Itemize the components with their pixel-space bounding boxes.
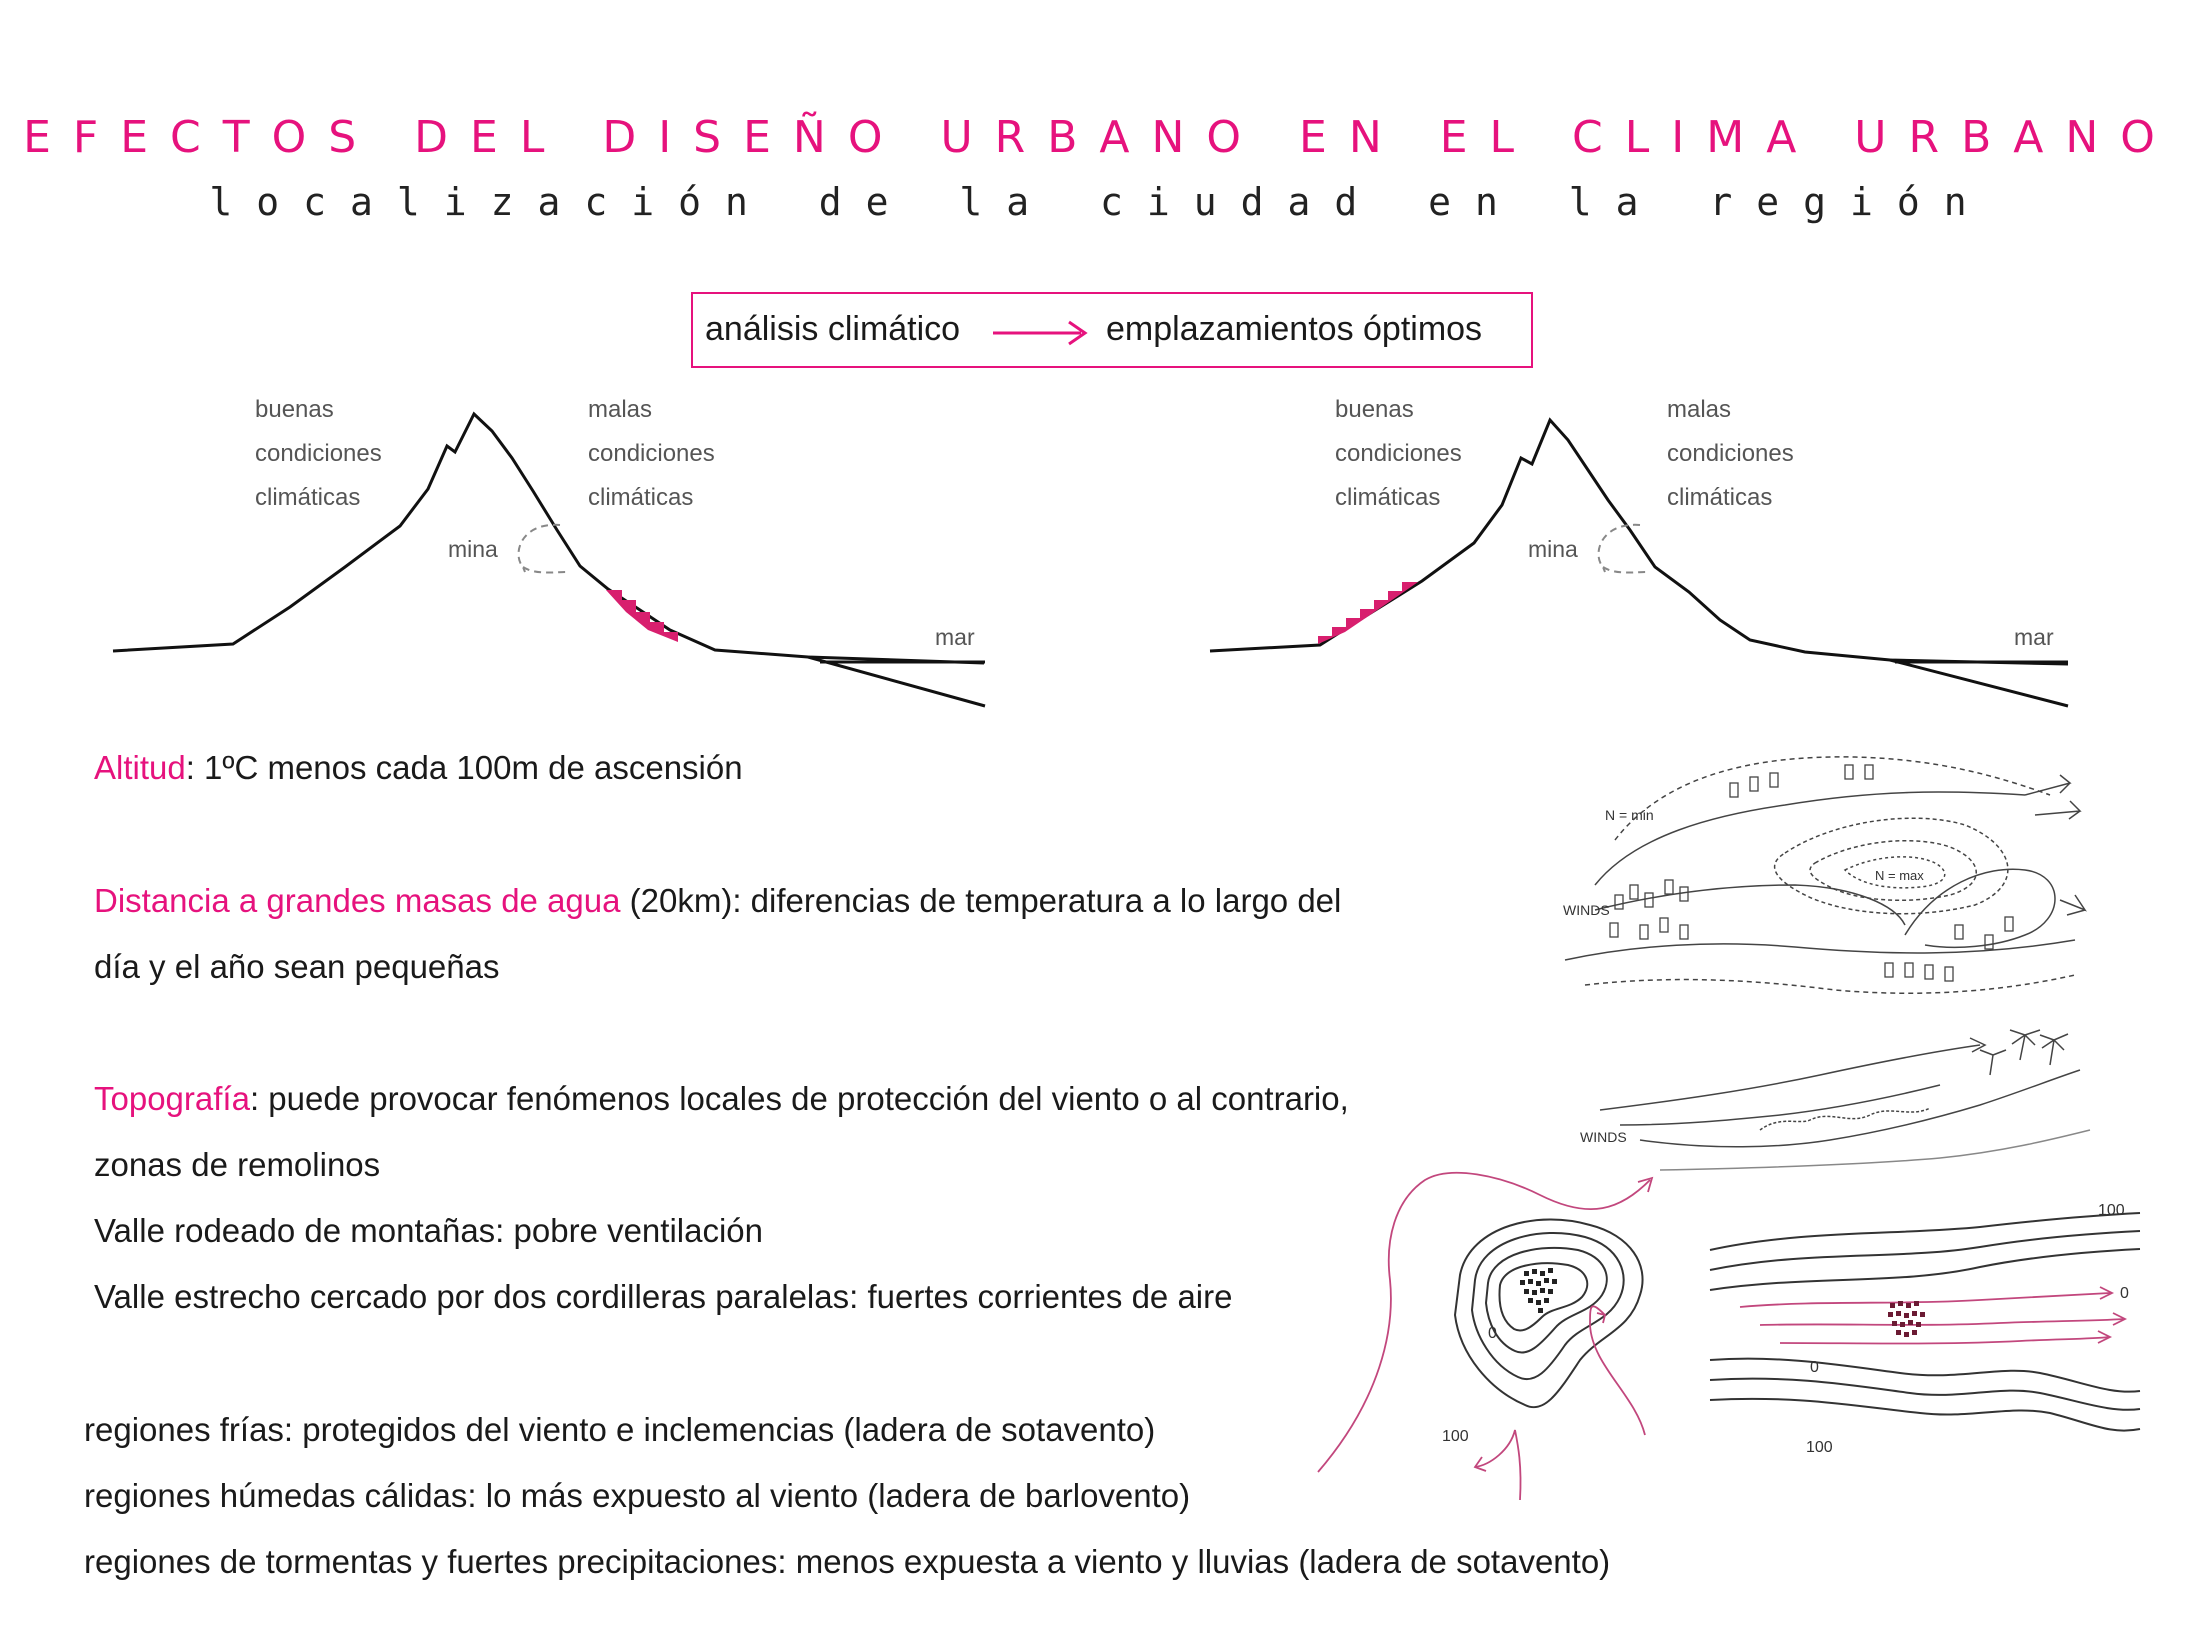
contour-left-0-label: 0 [1488,1325,1497,1342]
profile-left-sea-label: mar [935,624,975,650]
profile-right-mine-label: mina [1528,536,1578,562]
bad-line-1: malas [1667,396,1732,423]
region-storms: regiones de tormentas y fuertes precipitaciones: menos expuesta a viento y lluvias (ladera de sotavento) [84,1543,1611,1580]
good-line-2: condiciones [255,440,382,467]
water-key: Distancia a grandes masas de agua [94,882,621,919]
profile-right-sea-label: mar [2014,624,2054,650]
contour-right-100-bottom-label: 100 [1806,1439,1833,1456]
good-line-3: climáticas [255,484,361,511]
topography-line-2: zonas de remolinos [94,1146,381,1183]
contour-right-0-left-label: 0 [1810,1359,1819,1376]
page-subtitle: localización de la ciudad en la región [209,180,1991,224]
altitude-text: : 1ºC menos cada 100m de ascensión [185,749,743,786]
topography-line-3: Valle rodeado de montañas: pobre ventilación [94,1212,764,1249]
flow-box-left-label: análisis climático [705,310,961,348]
page-title: EFECTOS DEL DISEÑO URBANO EN EL CLIMA URBANO [23,112,2177,163]
bad-line-2: condiciones [588,440,715,467]
contour-left-100-label: 100 [1442,1428,1469,1445]
topography-line-4: Valle estrecho cercado por dos cordilleras paralelas: fuertes corrientes de aire [94,1278,1233,1315]
good-line-1: buenas [1335,396,1414,423]
narrow-valley-contour-map [1700,1195,2150,1455]
flow-box-right-label: emplazamientos óptimos [1106,310,1483,348]
winds-label-top: WINDS [1563,902,1610,918]
n-max-label: N = max [1875,868,1924,883]
n-min-label: N = min [1605,807,1654,823]
good-line-1: buenas [255,396,334,423]
region-cold: regiones frías: protegidos del viento e inclemencias (ladera de sotavento) [84,1411,1156,1448]
bad-line-3: climáticas [1667,484,1773,511]
topography-text: : puede provocar fenómenos locales de protección del viento o al contrario, [249,1080,1349,1117]
valley-contour-map [1430,1205,1690,1495]
bad-line-2: condiciones [1667,440,1794,467]
good-line-2: condiciones [1335,440,1462,467]
bad-line-1: malas [588,396,653,423]
good-line-3: climáticas [1335,484,1441,511]
water-text: (20km): diferencias de temperatura a lo largo del [620,882,1342,919]
water-line-2: día y el año sean pequeñas [94,948,500,985]
contour-right-0-right-label: 0 [2120,1285,2129,1302]
winds-label-mid: WINDS [1580,1129,1627,1145]
altitude-key: Altitud [94,749,186,786]
profile-left-mine-label: mina [448,536,498,562]
topography-key: Topografía [94,1080,250,1117]
region-humid-warm: regiones húmedas cálidas: lo más expuesto al viento (ladera de barlovento) [84,1477,1191,1514]
contour-right-100-top-label: 100 [2098,1202,2125,1219]
bad-line-3: climáticas [588,484,694,511]
